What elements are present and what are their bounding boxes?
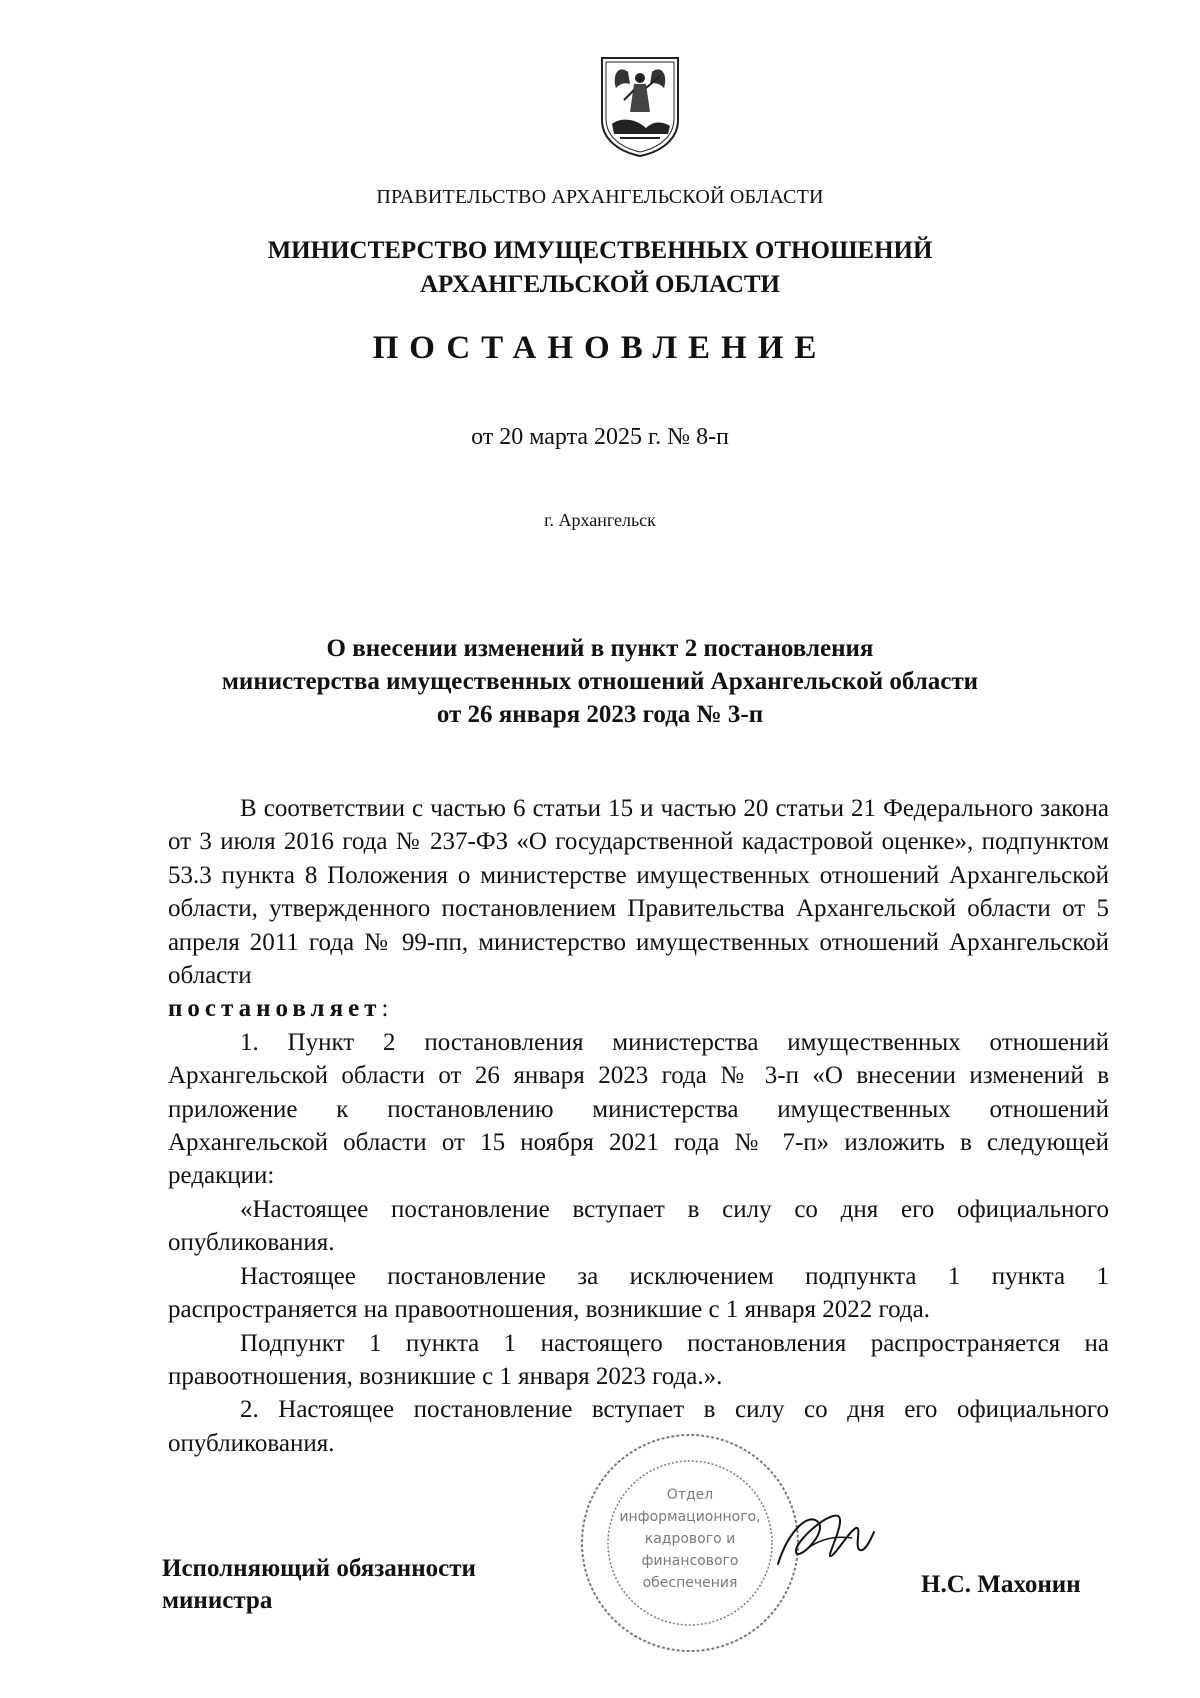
item-1-paragraph: 1. Пункт 2 постановления министерства имущественных отношений Архангельской области от 26 января 2023 года № 3-п «О внесении изменений в приложение к постановлению министерства имущественных отношений Архангельской области от 15 ноября 2021 года № 7-п» изложить в следующей редакции: xyxy=(168,1028,1109,1190)
item-2-paragraph: 2. Настоящее постановление вступает в силу со дня его официального опубликования. xyxy=(168,1396,1109,1457)
stamp-line-2: информационного, xyxy=(619,1509,761,1525)
coat-of-arms-icon xyxy=(598,54,682,158)
document-city: г. Архангельск xyxy=(544,510,656,530)
title-line-1: О внесении изменений в пункт 2 постановления xyxy=(326,635,874,662)
preamble-paragraph xyxy=(168,792,1109,992)
stamp-line-4: финансового xyxy=(641,1553,739,1569)
document-title xyxy=(0,632,1200,731)
preamble-text: В соответствии с частью 6 статьи 15 и частью 20 статьи 21 Федерального закона от 3 июля 2016 года № 237-ФЗ «О государственной кадастровой оценке», подпунктом 53.3 пункта 8 Положения о министерстве имущественных отношений Архангельской области, утвержденного постановлением Правительства Архангельской области от 5 апреля 2011 года № 99-пп, министерство имущественных отношений Архангельской области xyxy=(168,795,1109,990)
document-body xyxy=(168,792,1109,1460)
decrees-colon: : xyxy=(381,995,389,1023)
signatory-role-line-1: Исполняющий обязанности xyxy=(162,1555,476,1582)
decrees-word: постановляет xyxy=(168,995,382,1023)
stamp-line-1: Отдел xyxy=(666,1487,714,1503)
government-name: ПРАВИТЕЛЬСТВО АРХАНГЕЛЬСКОЙ ОБЛАСТИ xyxy=(376,186,824,208)
quote-paragraph-1: «Настоящее постановление вступает в силу со дня его официального опубликования. xyxy=(168,1195,1109,1257)
document-type: ПОСТАНОВЛЕНИЕ xyxy=(372,330,828,366)
decrees-paragraph xyxy=(168,992,1109,1025)
stamp-line-5: обеспечения xyxy=(642,1575,738,1591)
signatory-role xyxy=(162,1553,476,1617)
ministry-line-2: АРХАНГЕЛЬСКОЙ ОБЛАСТИ xyxy=(420,271,780,298)
document-date-number: от 20 марта 2025 г. № 8-п xyxy=(471,424,729,450)
quote-paragraph-2: Настоящее постановление за исключением подпункта 1 пункта 1 распространяется на правоотношения, возникшие с 1 января 2022 года. xyxy=(168,1262,1109,1324)
title-line-2: министерства имущественных отношений Архангельской области xyxy=(221,668,979,695)
ministry-line-1: МИНИСТЕРСТВО ИМУЩЕСТВЕННЫХ ОТНОШЕНИЙ xyxy=(267,237,933,264)
ministry-name xyxy=(0,234,1200,302)
signatory-name: Н.С. Махонин xyxy=(921,1571,1081,1598)
stamp-line-3: кадрового и xyxy=(644,1531,736,1547)
handwritten-signature xyxy=(768,1492,878,1582)
title-line-3: от 26 января 2023 года № 3-п xyxy=(436,701,764,728)
signatory-role-line-2: министра xyxy=(162,1587,273,1614)
quote-paragraph-3: Подпункт 1 пункта 1 настоящего постановления распространяется на правоотношения, возникшие с 1 января 2023 года.». xyxy=(168,1329,1109,1390)
